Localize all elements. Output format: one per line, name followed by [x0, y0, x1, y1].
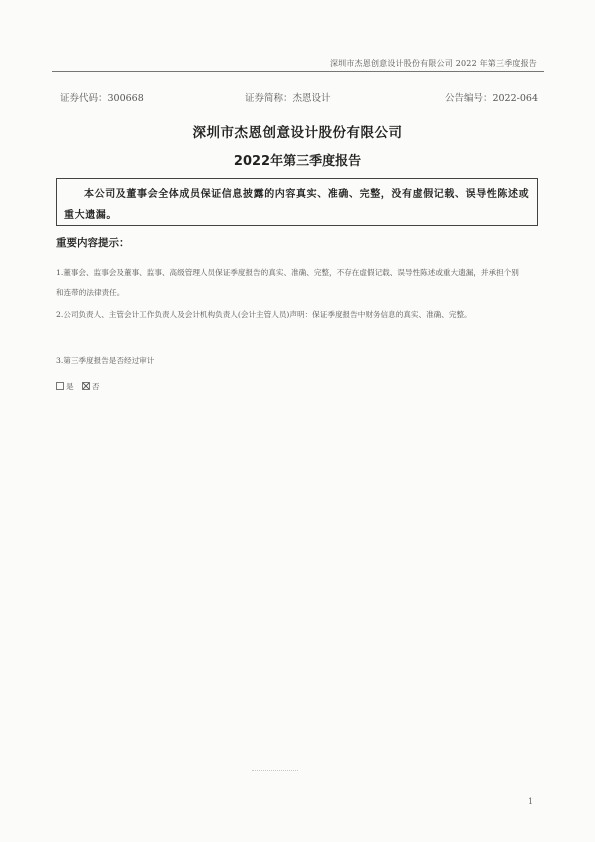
audit-yes-label: 是: [66, 382, 74, 391]
tip-item-2: 2.公司负责人、主管会计工作负责人及会计机构负责人(会计主管人员)声明：保证季度报告中财务信息的真实、准确、完整。: [56, 310, 472, 319]
page-number: 1: [528, 797, 534, 806]
stock-short-name: 证券简称：杰恩设计: [245, 93, 331, 104]
statement-text: 本公司及董事会全体成员保证信息披露的内容真实、准确、完整，没有虚假记载、误导性陈述或重大遗漏。: [64, 189, 530, 221]
stock-code: 证券代码：300668: [60, 93, 144, 104]
tip-item-3: 3.第三季度报告是否经过审计: [56, 356, 155, 365]
unchecked-box-icon: [56, 382, 64, 390]
announcement-number: 公告编号：2022-064: [444, 93, 538, 104]
company-title: 深圳市杰恩创意设计股份有限公司: [192, 125, 403, 141]
tip-item-1: 1.董事会、监事会及董事、监事、高级管理人员保证季度报告的真实、准确、完整，不存在虚假记载、误导性陈述或重大遗漏，并承担个别和连带的法律责任。: [56, 268, 519, 297]
header-rule: [52, 71, 544, 72]
statement-box: [56, 178, 538, 226]
audit-option-yes[interactable]: [56, 382, 76, 391]
audit-no-label: 否: [92, 382, 100, 391]
audit-answer-row: [56, 381, 106, 392]
scan-artifact: [252, 770, 298, 771]
checked-box-icon: [82, 382, 90, 390]
tips-heading: 重要内容提示：: [56, 237, 130, 249]
running-header: 深圳市杰恩创意设计股份有限公司 2022 年第三季度报告: [329, 59, 537, 68]
report-title: 2022年第三季度报告: [233, 154, 362, 169]
audit-option-no[interactable]: [82, 382, 100, 391]
